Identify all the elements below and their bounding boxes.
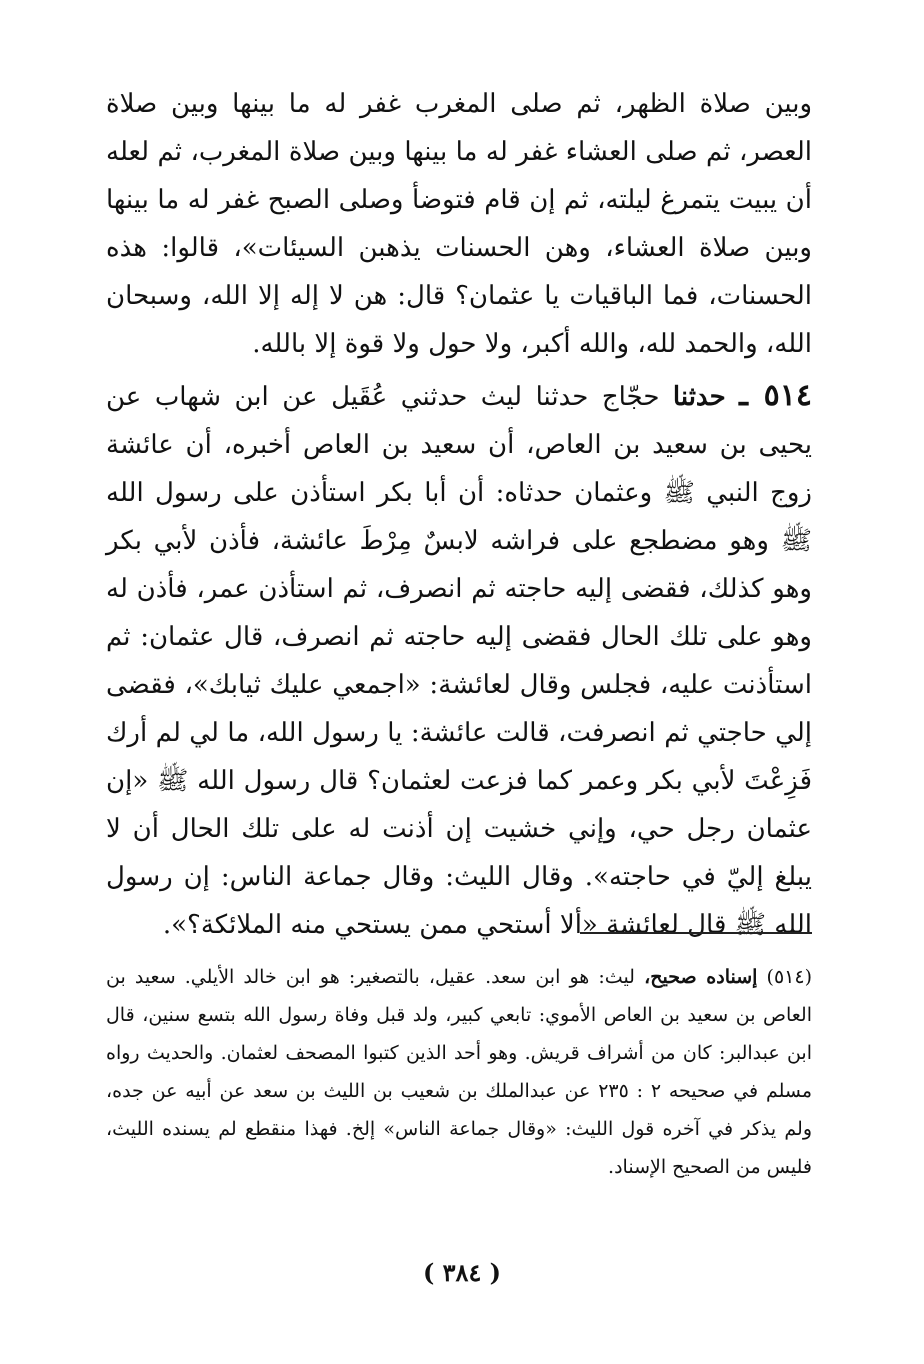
hadith-number: ٥١٤ ـ [739,378,812,413]
footnote-text: ليث: هو ابن سعد. عقيل، بالتصغير: هو ابن خالد الأيلي. سعيد بن العاص بن سعيد بن العاص الأموي: تابعي كبير، ولد قبل وفاة رسول الله بتسع سنين، قال ابن عبدالبر: كان من أشراف قريش. وهو أحد الذين كتبوا المصحف لعثمان. والحديث رواه مسلم في صحيحه ٢ : ٢٣٥ عن عبدالملك بن شعيب بن الليث بن سعد عن أبيه عن جده، ولم يذكر في آخره قول الليث: «وقال جماعة الناس» إلخ. فهذا منقطع لم يسنده الليث، فليس من الصحيح الإسناد. [106,966,813,1178]
page-number: ( ٣٨٤ ) [422,1258,502,1287]
footnote-divider [580,932,812,934]
hadith-lead: حدثنا [672,382,726,412]
intro-paragraph: وبين صلاة الظهر، ثم صلى المغرب غفر له ما بينها وبين صلاة العصر، ثم صلى العشاء غفر له ما بينها وبين صلاة المغرب، ثم لعله أن يبيت يتمرغ ليلته، ثم إن قام فتوضأ وصلى الصبح غفر له ما بينها وبين صلاة العشاء، وهن الحسنات يذهبن السيئات»، قالوا: هذه الحسنات، فما الباقيات يا عثمان؟ قال: هن لا إله إلا الله، وسبحان الله، والحمد لله، والله أكبر، ولا حول ولا قوة إلا بالله. [106,89,812,359]
footnote [106,958,812,1186]
hadith-paragraph [106,372,812,949]
footnote-label: إسناده صحيح، [644,966,758,988]
main-text [106,80,812,949]
footnote-ref: (٥١٤) [766,966,812,988]
hadith-text: حجّاج حدثنا ليث حدثني عُقَيل عن ابن شهاب عن يحيى بن سعيد بن العاص، أن سعيد بن العاص أخبره، أن عائشة زوج النبي ﷺ وعثمان حدثاه: أن أبا بكر استأذن على رسول الله ﷺ وهو مضطجع على فراشه لابسٌ مِرْطَ عائشة، فأذن لأبي بكر وهو كذلك، فقضى إليه حاجته ثم انصرف، ثم استأذن عمر، فأذن له وهو على تلك الحال فقضى إليه حاجته ثم انصرف، قال عثمان: ثم استأذنت عليه، فجلس وقال لعائشة: «اجمعي عليك ثيابك»، فقضى إلي حاجتي ثم انصرفت، قالت عائشة: يا رسول الله، ما لي لم أرك فَزِعْتَ لأبي بكر وعمر كما فزعت لعثمان؟ قال رسول الله ﷺ «إن عثمان رجل حي، وإني خشيت إن أذنت له على تلك الحال أن لا يبلغ إليّ في حاجته». وقال الليث: وقال جماعة الناس: إن رسول الله ﷺ قال لعائشة «ألا أستحي ممن يستحي منه الملائكة؟». [106,382,812,940]
